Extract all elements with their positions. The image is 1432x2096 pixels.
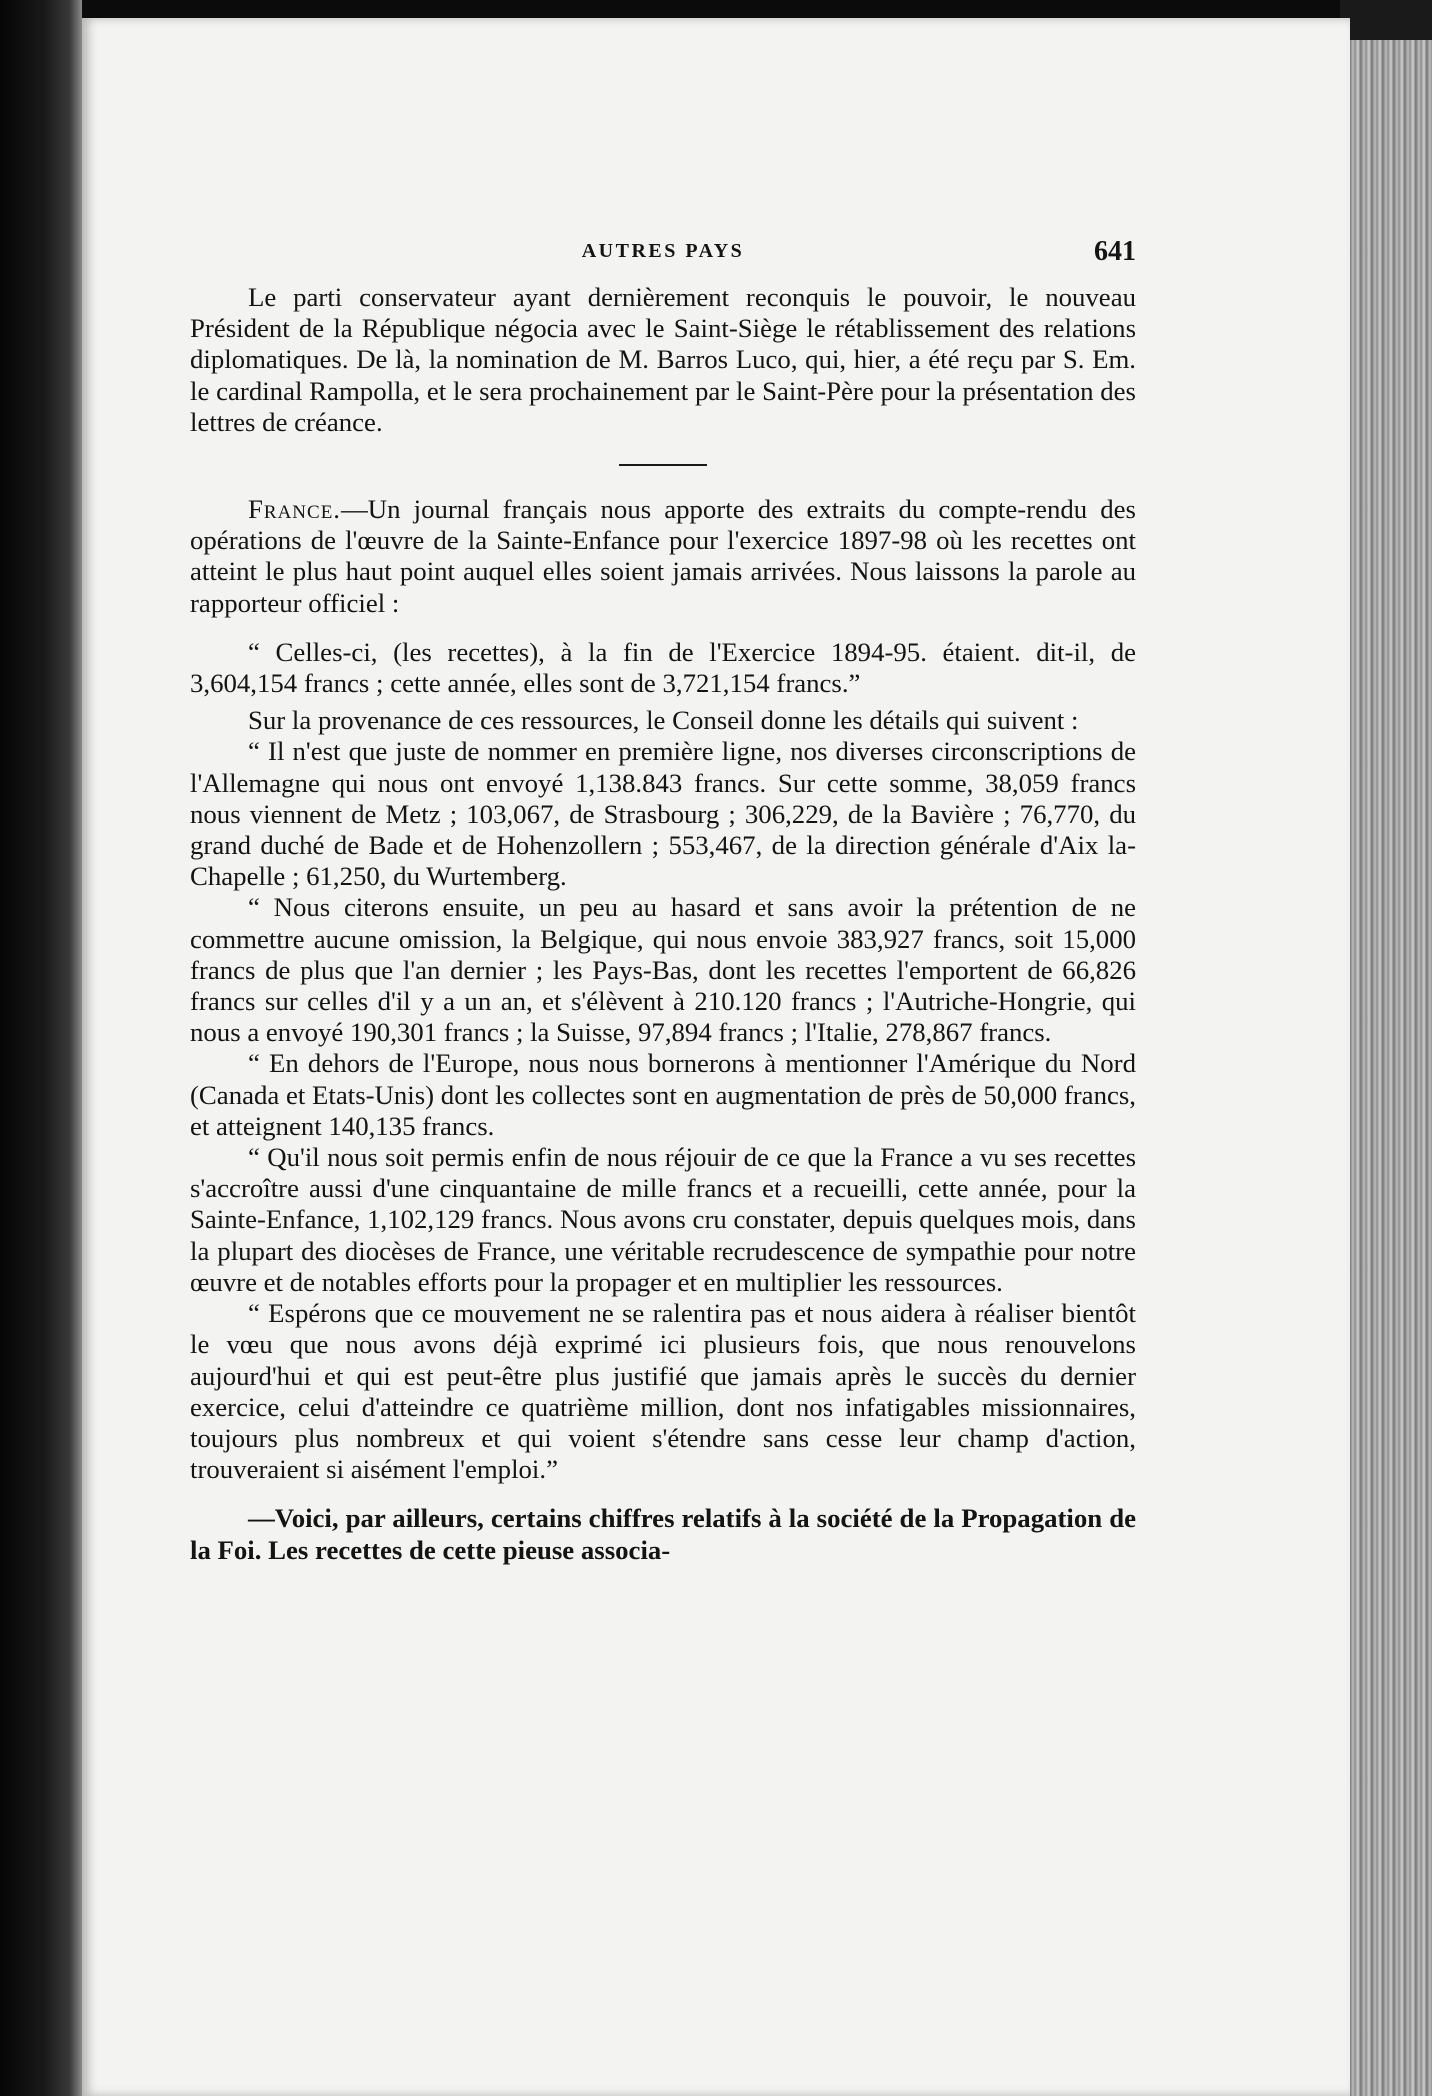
section-divider	[619, 464, 707, 466]
quote-recettes: “ Celles-ci, (les recettes), à la fin de l'Exercice 1894-95. étaient. dit-il, de 3,604,154 francs ; cette année, elles sont de 3,721,154 francs.”	[190, 636, 1136, 699]
running-title: AUTRES PAYS	[581, 240, 745, 262]
quote-europe: “ Nous citerons ensuite, un peu au hasard et sans avoir la prétention de ne commettre aucune omission, la Belgique, qui nous envoie 383,927 francs, soit 15,000 francs de plus que l'an dernier ; les Pays-Bas, dont les recettes l'emportent de 66,826 francs sur celles d'il y a un an, et s'élèvent à 210.120 francs ; l'Autriche-Hongrie, qui nous a envoyé 190,301 francs ; la Suisse, 97,894 francs ; l'Italie, 278,867 francs.	[190, 892, 1136, 1048]
paragraph-chile: Le parti conservateur ayant dernièrement reconquis le pouvoir, le nouveau Président de la République négocia avec le Saint-Siège le rétablissement des relations diplomatiques. De là, la nomination de M. Barros Luco, qui, hier, a été reçu par S. Em. le cardinal Rampolla, et le sera prochainement par le Saint-Père pour la présentation des lettres de créance.	[190, 282, 1136, 437]
page-body	[190, 282, 1136, 1566]
section-lead-france: France.	[248, 494, 341, 525]
page-number: 641	[1094, 236, 1136, 267]
paragraph-provenance: Sur la provenance de ces ressources, le Conseil donne les détails qui suivent :	[248, 705, 1079, 736]
running-head	[190, 236, 1136, 270]
quote-esperons: “ Espérons que ce mouvement ne se ralentira pas et nous aidera à réaliser bientôt le vœu que nous avons déjà exprimé ici plusieurs fois, que nous renouvelons aujourd'hui et qui est peut-être plus justifié que jamais après le succès du dernier exercice, celui d'atteindre ce quatrième million, dont nos infatigables missionnaires, toujours plus nombreux et qui voient s'étendre sans cesse leur champ d'action, trouveraient si aisément l'emploi.”	[190, 1298, 1136, 1485]
page-edges	[1350, 40, 1432, 2096]
book-gutter	[0, 0, 82, 2096]
quote-allemagne: “ Il n'est que juste de nommer en première ligne, nos diverses circonscriptions de l'Allemagne qui nous ont envoyé 1,138.843 francs. Sur cette somme, 38,059 francs nous viennent de Metz ; 103,067, de Strasbourg ; 306,229, de la Bavière ; 76,770, du grand duché de Bade et de Hohenzollern ; 553,467, de la direction générale d'Aix la-Chapelle ; 61,250, du Wurtemberg.	[190, 736, 1136, 892]
paragraph-france	[190, 494, 1136, 619]
quote-france: “ Qu'il nous soit permis enfin de nous réjouir de ce que la France a vu ses recettes s'accroître aussi d'une cinquantaine de mille francs et a recueilli, cette année, pour la Sainte-Enfance, 1,102,129 francs. Nous avons cru constater, depuis quelques mois, dans la plupart des diocèses de France, une véritable recrudescence de sympathie pour notre œuvre et de notables efforts pour la propager et en multiplier les ressources.	[190, 1142, 1136, 1297]
france-text: —Un journal français nous apporte des extraits du compte-rendu des opérations de l'œuvre de la Sainte-Enfance pour l'exercice 1897-98 où les recettes ont atteint le plus haut point auquel elles soient jamais arrivées. Nous laissons la parole au rapporteur officiel :	[190, 494, 1136, 618]
paragraph-propagation: —Voici, par ailleurs, certains chiffres relatifs à la société de la Propagation de la Foi. Les recettes de cette pieuse associa-	[190, 1503, 1136, 1565]
quote-amerique: “ En dehors de l'Europe, nous nous bornerons à mentionner l'Amérique du Nord (Canada et Etats-Unis) dont les collectes sont en augmentation de près de 50,000 francs, et atteignent 140,135 francs.	[190, 1048, 1136, 1141]
